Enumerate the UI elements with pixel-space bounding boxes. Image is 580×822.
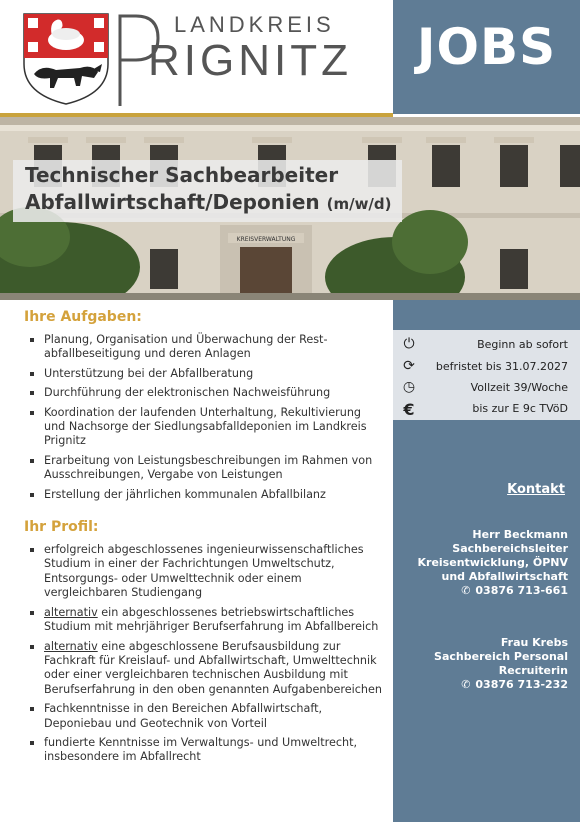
aufgaben-heading: Ihre Aufgaben: bbox=[24, 309, 142, 325]
list-item: Koordination der laufenden Unterhaltung, Rekultivierung und Nachsorge der Siedlungsabfalldeponien im Landkreis Prignitz bbox=[24, 406, 384, 449]
list-item: Fachkenntnisse in den Bereichen Abfallwirtschaft, Deponiebau und Geotechnik von Vorteil bbox=[24, 702, 384, 731]
job-facts bbox=[393, 330, 580, 420]
refresh-icon: ⟳ bbox=[403, 358, 415, 374]
alternativ-label: alternativ bbox=[44, 605, 98, 619]
list-item bbox=[24, 640, 384, 698]
gender-suffix: (m/w/d) bbox=[326, 195, 392, 213]
phone-icon: ✆ bbox=[461, 678, 471, 691]
contact-role: Recruiterin bbox=[498, 664, 568, 677]
fact-text: Vollzeit 39/Woche bbox=[470, 381, 568, 394]
list-item: Durchführung der elektronischen Nachweisführung bbox=[24, 386, 384, 400]
fact-salary bbox=[393, 399, 580, 419]
list-item: erfolgreich abgeschlossenes ingenieurwissenschaftliches Studium in einer der Fachrichtungen Umweltschutz, Entsorgungs- oder Umwelttechnik oder einem vergleichbaren Studiengang bbox=[24, 543, 384, 601]
job-title-line1: Technischer Sachbearbeiter bbox=[25, 163, 339, 187]
list-item: Unterstützung bei der Abfallberatung bbox=[24, 367, 384, 381]
contact-name: Frau Krebs bbox=[500, 636, 568, 649]
contact-person-1 bbox=[388, 528, 568, 598]
brand-main-text: RIGNITZ bbox=[148, 36, 352, 85]
contact-name: Herr Beckmann bbox=[472, 528, 568, 541]
contact-role: Kreisentwicklung, ÖPNV bbox=[417, 556, 568, 569]
logo-area bbox=[0, 0, 393, 114]
list-item: Erstellung der jährlichen kommunalen Abfallbilanz bbox=[24, 488, 384, 502]
alternativ-label: alternativ bbox=[44, 639, 98, 653]
list-item: Erarbeitung von Leistungsbeschreibungen im Rahmen von Ausschreibungen, Vergabe von Leistungen bbox=[24, 454, 384, 483]
profil-list bbox=[24, 543, 384, 765]
fact-text: befristet bis 31.07.2027 bbox=[435, 360, 568, 373]
coat-of-arms-icon bbox=[22, 12, 110, 106]
brand-small-text: LANDKREIS bbox=[174, 12, 335, 37]
contact-role: Sachbereich Personal bbox=[434, 650, 568, 663]
header bbox=[0, 0, 580, 114]
fact-text: Beginn ab sofort bbox=[477, 338, 568, 351]
job-title-line2: Abfallwirtschaft/Deponien bbox=[25, 190, 320, 214]
list-item bbox=[24, 606, 384, 635]
section-gap bbox=[24, 507, 384, 519]
profil-heading: Ihr Profil: bbox=[24, 519, 99, 536]
kontakt-heading[interactable]: Kontakt bbox=[507, 482, 565, 497]
phone-icon: ✆ bbox=[461, 584, 471, 597]
hero-photo bbox=[0, 117, 580, 300]
fact-hours bbox=[393, 378, 580, 398]
contact-role: und Abfallwirtschaft bbox=[441, 570, 568, 583]
list-item: fundierte Kenntnisse im Verwaltungs- und Umweltrecht, insbesondere im Abfallrecht bbox=[24, 736, 384, 765]
list-item-text: eine abgeschlossene Berufsausbildung zur Fachkraft für Kreislauf- und Abfallwirtschaft, Umwelttechnik oder einer vergleichbaren technischen Ausbildung mit Berufserfahrung in den oben genannten Aufgabenbereichen bbox=[44, 639, 382, 696]
contact-role: Sachbereichsleiter bbox=[452, 542, 568, 555]
aufgaben-list bbox=[24, 333, 384, 502]
fact-text: bis zur E 9c TVöD bbox=[472, 402, 568, 415]
phone-number[interactable]: 03876 713-232 bbox=[475, 678, 568, 691]
main-content bbox=[24, 309, 384, 770]
contact-person-2 bbox=[388, 636, 568, 692]
brand-wordmark bbox=[114, 8, 389, 108]
clock-icon: ◷ bbox=[402, 379, 416, 395]
list-item: Planung, Organisation und Überwachung der Restabfallbeseitigung und deren Anlagen bbox=[24, 333, 384, 362]
fact-start bbox=[393, 335, 580, 355]
power-icon: ⏻ bbox=[403, 336, 415, 352]
contact-phone[interactable] bbox=[388, 678, 568, 692]
job-title-line2-wrap bbox=[25, 189, 392, 218]
list-item-text: ein abgeschlossenes betriebswirtschaftliches Studium mit mehrjähriger Berufserfahrung im Abfallbereich bbox=[44, 605, 379, 634]
jobs-banner bbox=[393, 0, 580, 114]
jobs-title: JOBS bbox=[416, 18, 557, 76]
euro-icon: € bbox=[403, 400, 415, 419]
building-sign: KREISVERWALTUNG bbox=[236, 236, 296, 243]
fact-duration bbox=[393, 357, 580, 377]
phone-number[interactable]: 03876 713-661 bbox=[475, 584, 568, 597]
contact-phone[interactable] bbox=[388, 584, 568, 598]
job-title-box bbox=[13, 160, 402, 222]
sidebar bbox=[393, 300, 580, 822]
